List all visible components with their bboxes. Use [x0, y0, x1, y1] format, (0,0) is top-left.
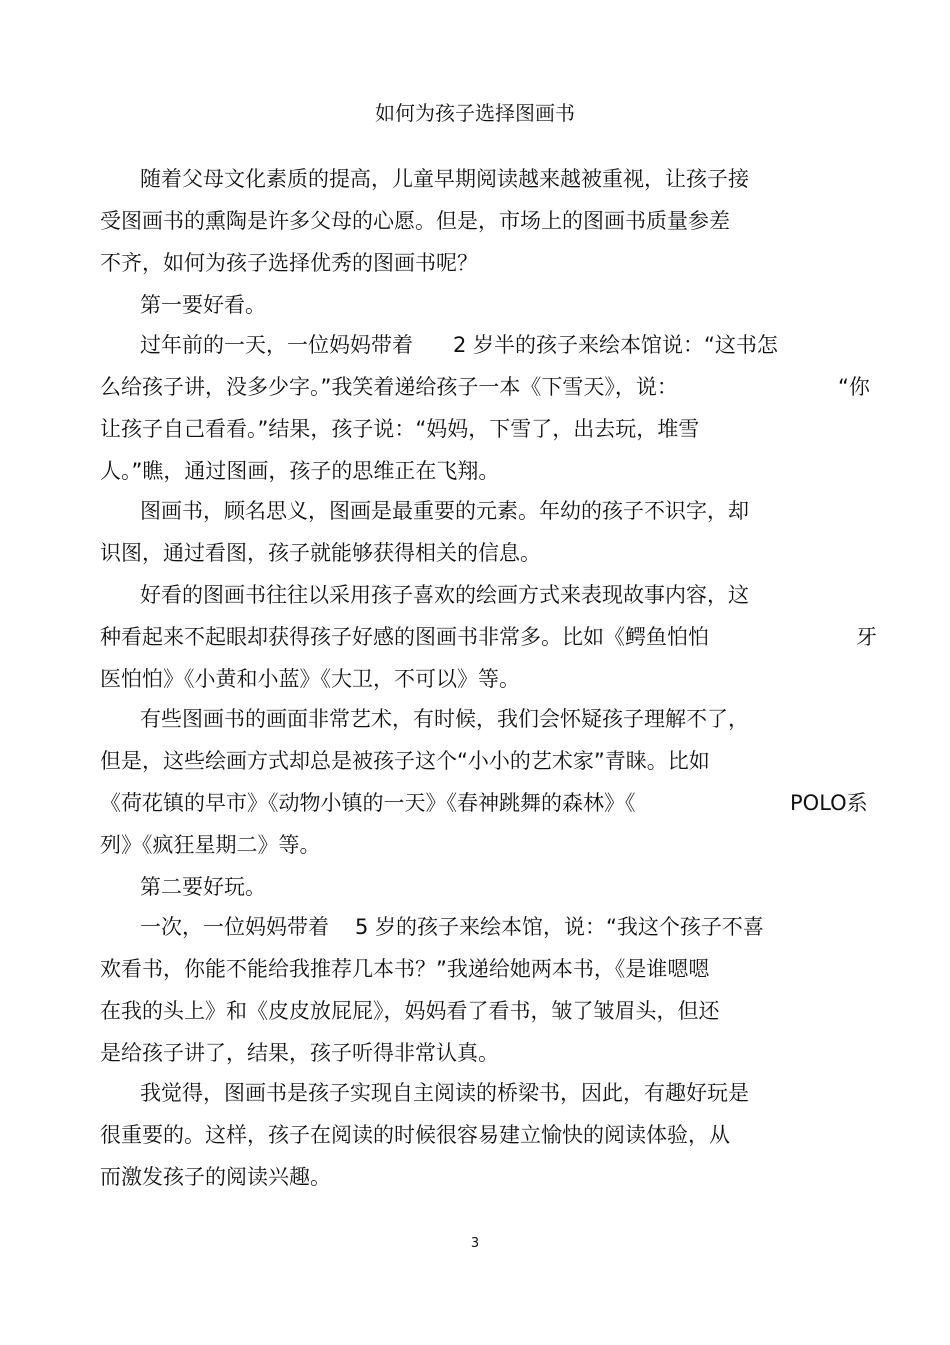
text-line: 好看的图画书往往以采用孩子喜欢的绘画方式来表现故事内容，这 [140, 583, 749, 607]
page-number: 3 [470, 1236, 480, 1251]
text-line: 图画书，顾名思义，图画是最重要的元素。年幼的孩子不识字，却 [140, 499, 749, 523]
text-segment: 2 岁半的孩子来绘本馆说：“这书怎 [453, 333, 778, 357]
text-line: 随着父母文化素质的提高，儿童早期阅读越来越被重视，让孩子接 [140, 167, 749, 191]
text-line: 识图，通过看图，孩子就能够获得相关的信息。 [100, 541, 541, 565]
text-line: 我觉得，图画书是孩子实现自主阅读的桥梁书，因此，有趣好玩是 [140, 1081, 749, 1105]
text-line: 人。”瞧，通过图画，孩子的思维正在飞翔。 [100, 459, 500, 483]
text-line: 在我的头上》和《皮皮放屁屁》，妈妈看了看书，皱了皱眉头，但还 [100, 999, 720, 1023]
text-line: 受图画书的熏陶是许多父母的心愿。但是，市场上的图画书质量参差 [100, 209, 730, 233]
text-line: 但是，这些绘画方式却总是被孩子这个“小小的艺术家”青睐。比如 [100, 749, 710, 773]
text-segment: 《荷花镇的早市》《动物小镇的一天》《春神跳舞的森林》《 [100, 791, 636, 815]
text-line [100, 788, 880, 818]
text-line: 是给孩子讲了，结果，孩子听得非常认真。 [100, 1041, 499, 1065]
text-line [100, 622, 880, 652]
text-segment: POLO系 [790, 791, 868, 815]
text-line: 医怕怕》《小黄和小蓝》《大卫，不可以》等。 [100, 667, 520, 691]
text-line: 很重要的。这样，孩子在阅读的时候很容易建立愉快的阅读体验，从 [100, 1123, 730, 1147]
text-segment: 过年前的一天，一位妈妈带着 [140, 333, 413, 357]
text-line: 有些图画书的画面非常艺术，有时候，我们会怀疑孩子理解不了， [140, 707, 749, 731]
text-segment: 牙 [856, 625, 877, 649]
text-segment: “你 [838, 375, 870, 399]
text-segment: 种看起来不起眼却获得孩子好感的图画书非常多。比如《鳄鱼怕怕 [100, 625, 709, 649]
text-line [140, 330, 920, 360]
text-line: 不齐，如何为孩子选择优秀的图画书呢？ [100, 251, 478, 275]
text-line [100, 372, 880, 402]
text-line: 欢看书，你能不能给我推荐几本书？”我递给她两本书，《是谁嗯嗯 [100, 957, 710, 981]
text-line [140, 912, 920, 942]
text-line: 而激发孩子的阅读兴趣。 [100, 1165, 331, 1189]
text-line: 第一要好看。 [140, 293, 266, 317]
text-line: 让孩子自己看看。”结果，孩子说：“妈妈，下雪了，出去玩，堆雪 [100, 417, 700, 441]
text-line: 列》《疯狂星期二》等。 [100, 833, 321, 857]
text-segment: 么给孩子讲，没多少字。”我笑着递给孩子一本《下雪天》，说： [100, 375, 678, 399]
document-title: 如何为孩子选择图画书 [375, 101, 575, 125]
text-line: 第二要好玩。 [140, 875, 266, 899]
text-segment: 一次，一位妈妈带着 [140, 915, 329, 939]
text-segment: 5 岁的孩子来绘本馆，说：“我这个孩子不喜 [355, 915, 764, 939]
